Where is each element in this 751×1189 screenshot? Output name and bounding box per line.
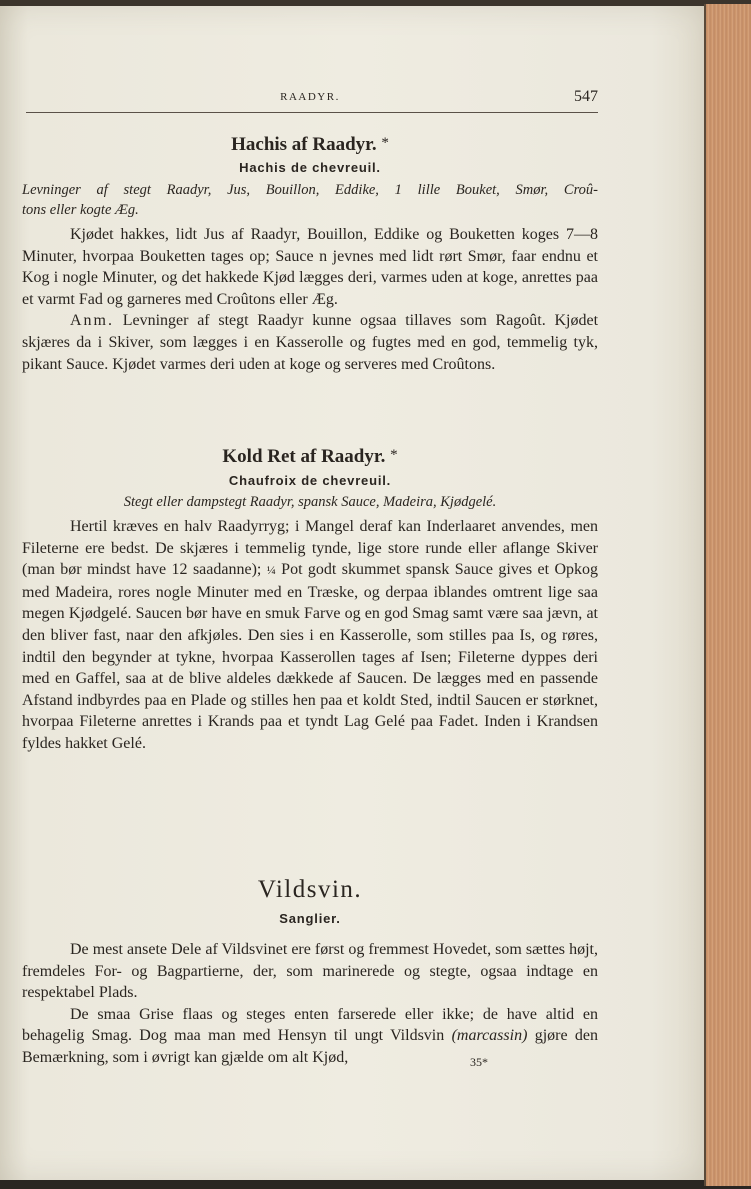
- italic-term: (marcassin): [451, 1027, 528, 1045]
- ingredients-line: Stegt eller dampstegt Raadyr, spansk Sauce, Madeira, Kjødgelé.: [123, 494, 497, 510]
- paragraph: [22, 516, 598, 755]
- ingredients-line-2: tons eller kogte Æg.: [22, 202, 139, 218]
- asterisk-mark: *: [390, 447, 398, 463]
- chapter-title-vildsvin: Vildsvin.: [257, 876, 363, 903]
- note-text: Levninger af stegt Raadyr kunne ogsaa tillaves som Ragoût. Kjødet skjæres da i Skiver, som lægges i en Kasserolle og fugtes med en god, temmelig tyk, pikant Sauce. Kjødet varmes deri uden at koge og serveres med Croûtons.: [22, 312, 599, 373]
- section-title-text: Hachis af Raadyr.: [231, 134, 377, 155]
- running-head: RAADYR.: [280, 91, 340, 103]
- note-paragraph: [22, 310, 598, 375]
- paragraph: [22, 1004, 598, 1069]
- signature-mark: 35*: [470, 1055, 488, 1069]
- section2-body: [22, 516, 598, 755]
- section1-body: [22, 224, 598, 375]
- text-run: gjøre den Bemærkning, som i øvrigt kan gjælde om alt Kjød,: [22, 1027, 599, 1066]
- section-title-kold-ret: [22, 446, 598, 468]
- page-header: [22, 88, 598, 108]
- note-label: Anm.: [70, 312, 114, 330]
- asterisk-mark: *: [381, 135, 389, 151]
- fraction: ¼: [266, 563, 276, 578]
- section-subtitle-hachis: Hachis de chevreuil.: [239, 160, 381, 175]
- paragraph: De mest ansete Dele af Vildsvinet ere først og fremmest Hovedet, som sættes højt, fremdeles For- og Bagpartierne, der, som marinerede og stegte, ogsaa indtage en respektabel Plads.: [22, 941, 598, 1002]
- text-run: De smaa Grise flaas og steges enten farserede eller ikke; de have altid en behagelig Smag. Dog maa man med Hensyn til ungt Vildsvin: [22, 1005, 598, 1045]
- ingredients-line-1: Levninger af stegt Raadyr, Jus, Bouillon, Eddike, 1 lille Bouket, Smør, Croû-: [22, 182, 598, 198]
- text-run: Hertil kræves en halv Raadyrryg; i Mangel deraf kan Inderlaaret anvendes, men Fileterne ere bedst. De skjæres i temmelig tynde, lige store runde eller aflange Skiver (man bør mindst have 12 saadanne);: [22, 518, 598, 579]
- header-rule: [26, 112, 598, 113]
- section-title-hachis: [22, 134, 598, 156]
- book-page-edges: [706, 4, 751, 1186]
- section-title-text: Kold Ret af Raadyr.: [222, 446, 386, 467]
- section3-body: [22, 939, 598, 1069]
- text-run: Pot godt skummet spansk Sauce gives et Opkog med Madeira, rores nogle Minuter med en Træske, og derpaa iblandes omtrent lige saa megen Kjødgelé. Saucen bør have en smuk Farve og en god Smag samt være saa jævn, at den bliver fast, naar den afkjøles. Den sies i en Kasserolle, som stilles paa Is, og røres, indtil den begynder at tykne, hvorpaa Kasserollen tages af Isen; Fileterne dyppes deri med en Gaffel, saa at de blive aldeles dækkede af Saucen. De lægges med en passende Afstand indbyrdes paa en Plade og stilles hen paa et koldt Sted, indtil Saucen er størknet, hvorpaa Fileterne anrettes i Krands paa et tyndt Lag Gelé paa Fadet. Inden i Krandsen fyldes hakket Gelé.: [22, 561, 599, 752]
- paragraph: Kjødet hakkes, lidt Jus af Raadyr, Bouillon, Eddike og Bouketten koges 7—8 Minuter, hvorpaa Bouketten tages op; Sauce n jevnes med lidt rørt Smør, faar endnu et Kog i nogle Minuter, og det hakkede Kjød lægges deri, varmes uden at koge, anrettes paa et varmt Fad og garneres med Croûtons eller Æg.: [22, 226, 598, 308]
- chapter-subtitle-sanglier: Sanglier.: [279, 911, 341, 926]
- page-number: 547: [574, 88, 598, 105]
- section-subtitle-kold-ret: Chaufroix de chevreuil.: [228, 473, 392, 488]
